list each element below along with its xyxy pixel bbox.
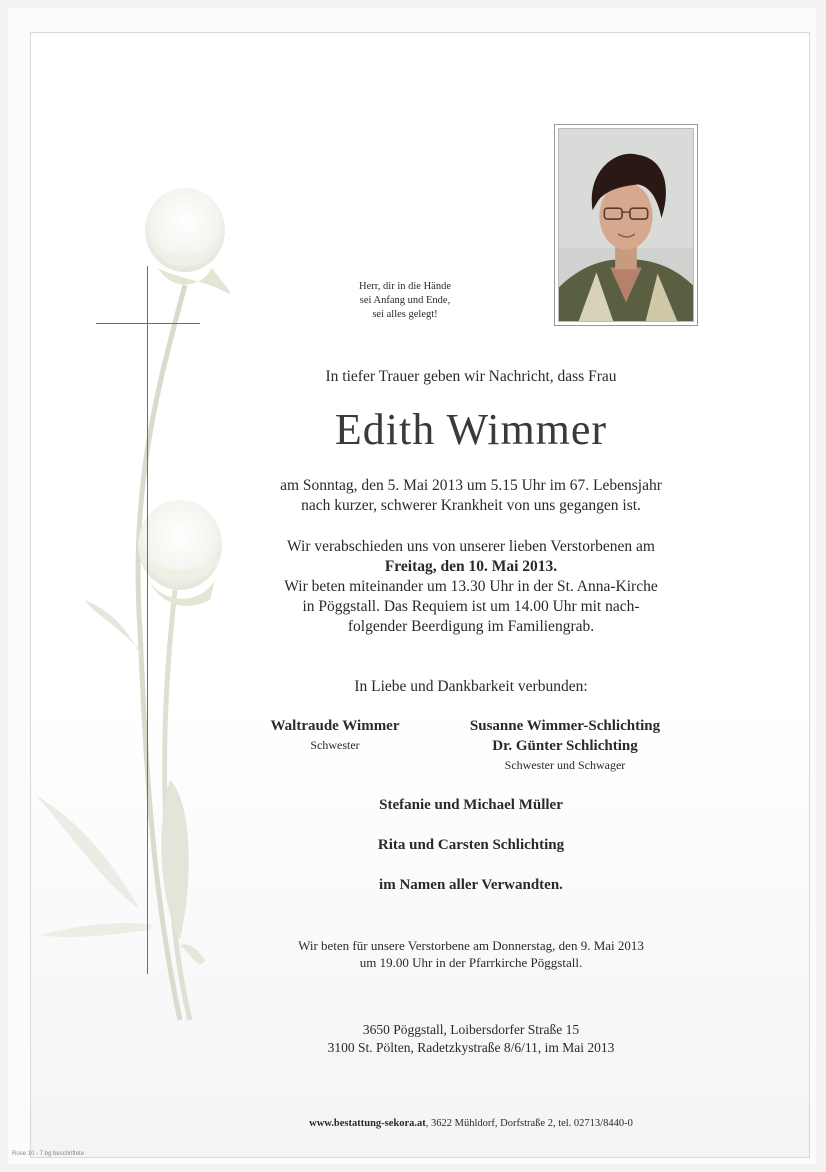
portrait-photo (554, 124, 698, 326)
addresses (240, 1021, 702, 1057)
farewell-line: Wir beten miteinander um 13.30 Uhr in der St. Anna-Kirche (284, 578, 658, 595)
relative-name: Susanne Wimmer-Schlichting (469, 718, 661, 734)
love-line: In Liebe und Dankbarkeit verbunden: (354, 678, 588, 695)
rose-icon (30, 180, 230, 1030)
prayer-line: um 19.00 Uhr in der Pfarrkirche Pöggstall. (359, 955, 583, 970)
motto-line: sei alles gelegt! (372, 309, 438, 320)
deceased-name: Edith Wimmer (334, 405, 608, 454)
family-line: Stefanie und Michael Müller (379, 797, 563, 813)
family-line: Rita und Carsten Schlichting (377, 837, 565, 853)
cross-bar (96, 323, 200, 324)
relative-left (250, 716, 420, 754)
motto-line: sei Anfang und Ende, (359, 295, 451, 306)
farewell-date: Freitag, den 10. Mai 2013. (384, 558, 558, 575)
death-notice (240, 476, 702, 516)
footer-website-link[interactable]: www.bestattung-sekora.at (309, 1118, 426, 1129)
farewell-paragraph (240, 537, 702, 637)
farewell-line: folgender Beerdigung im Familiengrab. (347, 618, 595, 635)
death-notice-line: nach kurzer, schwerer Krankheit von uns gegangen ist. (301, 497, 641, 514)
farewell-line: in Pöggstall. Das Requiem ist um 14.00 Uhr mit nach- (302, 598, 640, 615)
death-notice-line: am Sonntag, den 5. Mai 2013 um 5.15 Uhr im 67. Lebensjahr (280, 477, 662, 494)
relative-name: Dr. Günter Schlichting (492, 738, 638, 754)
relative-right (440, 716, 690, 774)
relative-name: Waltraude Wimmer (270, 718, 400, 734)
farewell-line: Wir verabschieden uns von unserer lieben Verstorbenen am (287, 538, 655, 555)
address-line: 3100 St. Pölten, Radetzkystraße 8/6/11, im Mai 2013 (327, 1040, 615, 1055)
intro-text: In tiefer Trauer geben wir Nachricht, dass Frau (325, 368, 617, 385)
motto (320, 280, 490, 322)
footer (240, 1118, 702, 1129)
corner-note: Rose 10 - 7 bg beschriftete (12, 1151, 85, 1157)
prayer-notice (240, 937, 702, 971)
prayer-line: Wir beten für unsere Verstorbene am Donnerstag, den 9. Mai 2013 (298, 938, 644, 953)
address-line: 3650 Pöggstall, Loibersdorfer Straße 15 (362, 1022, 580, 1037)
footer-contact: , 3622 Mühldorf, Dorfstraße 2, tel. 02713/8440-0 (425, 1118, 633, 1129)
relative-role: Schwester (310, 738, 360, 752)
cross-icon (147, 266, 148, 974)
motto-line: Herr, dir in die Hände (358, 281, 451, 292)
relative-role: Schwester und Schwager (504, 758, 626, 772)
family-line: im Namen aller Verwandten. (379, 877, 563, 893)
